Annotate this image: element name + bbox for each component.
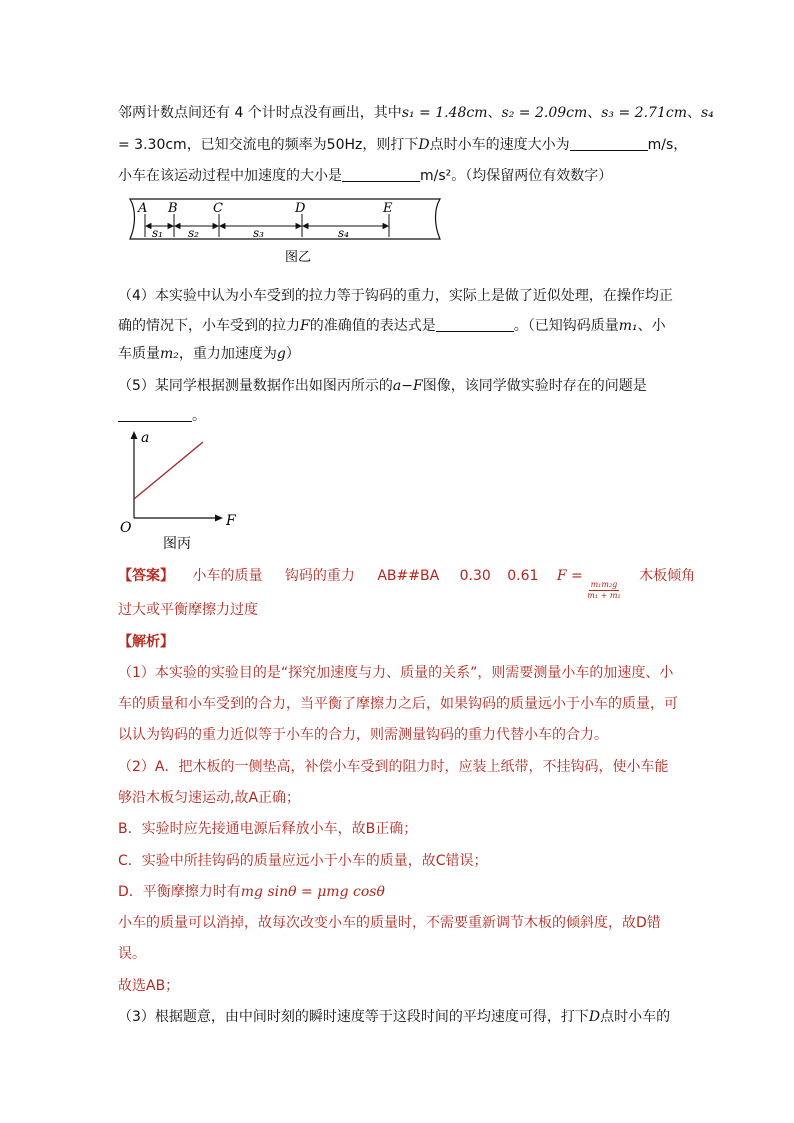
analysis-p2-line1: （2）A．把木板的一侧垫高，补偿小车受到的阻力时，应装上纸带，不挂钩码，使小车能 (118, 759, 669, 775)
answer-line1 (118, 566, 696, 601)
answer-item-2: 钩码的重力 (284, 568, 355, 584)
analysis-p2-line2: 够沿木板匀速运动,故A正确； (118, 790, 301, 806)
q3-line3: 小车在该运动过程中加速度的大小是 m/s²。（均保留两位有效数字） (118, 168, 613, 184)
origin-label: O (120, 520, 132, 536)
s2-equation: s₂ = 2.09cm (501, 105, 588, 121)
velocity-blank (570, 136, 648, 151)
answer-item-7: 木板倾角 (639, 568, 696, 584)
figure-yi-caption: 图乙 (285, 250, 312, 265)
tape-points (145, 214, 389, 237)
q4-line2: 确的情况下，小车受到的拉力F的准确值的表达式是 。（已知钩码质量m₁、小 (118, 318, 666, 334)
q3-line1: 邻两计数点间还有 4 个计时点没有画出，其中s₁ = 1.48cm、s₂ = 2.09cm、s₃ = 2.71cm、s₄ (118, 105, 714, 121)
analysis-p1-line1: （1）本实验的实验目的是“探究加速度与力、质量的关系”，则需要测量小车的加速度、小 (118, 665, 674, 681)
point-B: B (168, 201, 178, 216)
q3-line2: = 3.30cm，已知交流电的频率为50Hz，则打下D点时小车的速度大小为 m/s， (118, 137, 688, 153)
analysis-tag: 【解析】 (118, 634, 174, 650)
segment-s4: s₄ (338, 226, 349, 240)
figure-bing-caption: 图丙 (163, 536, 191, 552)
q4-line3: 车质量m₂，重力加速度为g） (118, 346, 300, 362)
analysis-p6-line1: 小车的质量可以消掉，故每次改变小车的质量时，不需要重新调节木板的倾斜度，故D错 (118, 915, 661, 931)
answer-tag: 【答案】 (118, 568, 174, 584)
aF-graph (116, 428, 246, 554)
answer-item-5: 0.61 (507, 568, 539, 584)
analysis-p1-line3: 以认为钩码的重力近似等于小车的合力，则需测量钩码的重力代替小车的合力。 (118, 727, 608, 743)
fraction-numerator: m₁m₂g (590, 580, 618, 589)
segment-s3: s₃ (253, 226, 264, 240)
analysis-p5: D．平衡摩擦力时有mg sinθ = μmg cosθ (118, 884, 385, 900)
y-axis-label: a (141, 430, 150, 446)
point-C: C (213, 201, 223, 216)
y-axis-arrow (131, 431, 138, 439)
point-A: A (138, 201, 148, 216)
point-D: D (295, 201, 306, 216)
problem-blank (118, 407, 192, 422)
answer-item-1: 小车的质量 (192, 568, 263, 584)
answer-line2: 过大或平衡摩擦力过度 (118, 602, 258, 618)
force-expression-blank (436, 317, 514, 332)
answer-item-4: 0.30 (459, 568, 491, 584)
s3-equation: s₃ = 2.71cm (601, 105, 687, 121)
s4-symbol: s₄ (700, 105, 714, 121)
analysis-p1-line2: 车的质量和小车受到的合力，当平衡了摩擦力之后，如果钩码的质量远小于小车的质量，可 (118, 696, 678, 712)
aF-line (134, 442, 203, 499)
analysis-p8: （3）根据题意，由中间时刻的瞬时速度等于这段时间的平均速度可得，打下D点时小车的 (118, 1009, 671, 1025)
answer-formula-lhs: F = (556, 568, 583, 584)
analysis-p6-line2: 误。 (118, 946, 146, 962)
analysis-p7: 故选AB； (118, 978, 180, 994)
segment-arrows (146, 224, 388, 229)
point-E: E (383, 201, 393, 216)
s1-equation: s₁ = 1.48cm (401, 105, 488, 121)
answer-item-3: AB##BA (377, 568, 440, 584)
x-axis-arrow (215, 515, 223, 522)
analysis-p3: B．实验时应先接通电源后释放小车，故B正确； (118, 821, 418, 837)
q5-line2: 。 (118, 406, 678, 426)
acceleration-blank (342, 167, 420, 182)
friction-equation: mg sinθ = μmg cosθ (240, 884, 385, 900)
tape-figure (118, 195, 448, 267)
analysis-p4: C．实验中所挂钩码的质量应远小于小车的质量，故C错误； (118, 853, 488, 869)
segment-s2: s₂ (188, 226, 199, 240)
segment-s1: s₁ (152, 226, 163, 240)
answer-fraction (587, 580, 620, 601)
fraction-denominator: m₁ + m₂ (587, 591, 621, 600)
q4-line1: （4）本实验中认为小车受到的拉力等于钩码的重力，实际上是做了近似处理，在操作均正 (118, 288, 673, 304)
q5-line1: （5）某同学根据测量数据作出如图丙所示的a−F图像，该同学做实验时存在的问题是 (118, 378, 647, 394)
x-axis-label: F (226, 513, 236, 529)
